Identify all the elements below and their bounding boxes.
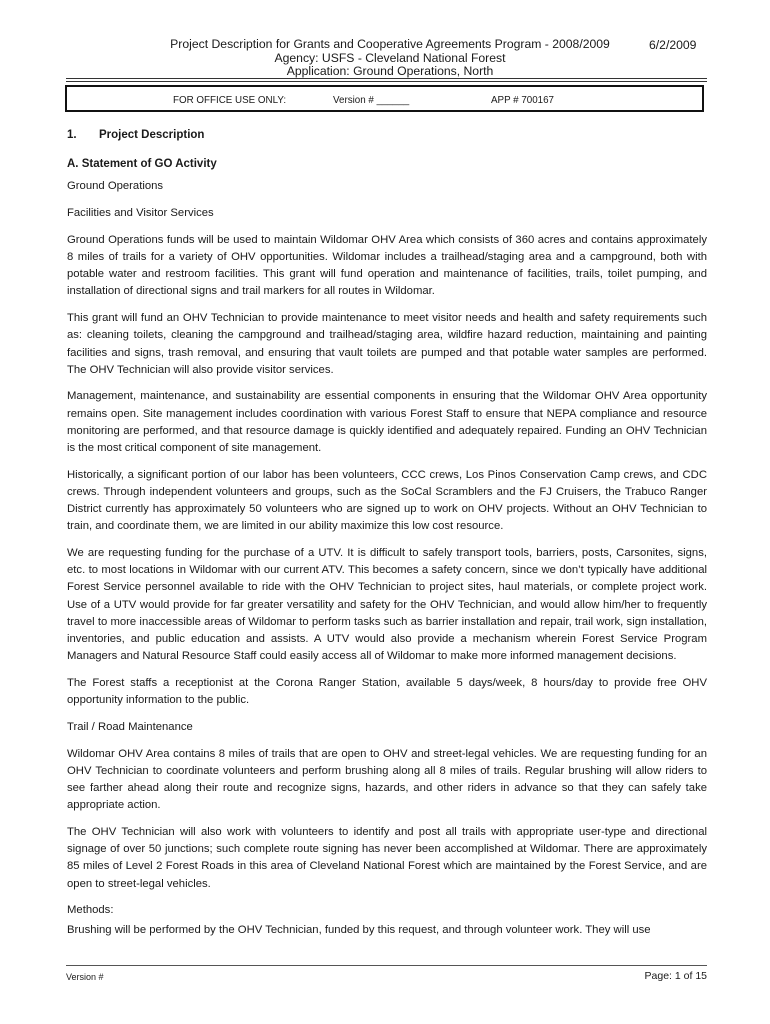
paragraph: Historically, a significant portion of our labor has been volunteers, CCC crews, Los Pinos Conservation Camp crews, and CDC crews. Through independent volunteers and groups, such as the SoCal Scramblers and the FJ Cruisers, the Trabuco Ranger District currently has approximately 50 volunteers who are signed up to work on OHV projects. Without an OHV Technician to train, and coordinate them, we are limited in our ability maximize this low cost resource.	[67, 468, 707, 533]
paragraph: Methods:	[67, 904, 114, 917]
office-use-label: FOR OFFICE USE ONLY:	[173, 95, 287, 106]
header-rule-bottom	[66, 81, 707, 82]
footer-page-number: Page: 1 of 15	[644, 970, 707, 982]
document-header	[130, 38, 650, 79]
footer-version: Version #	[66, 972, 104, 982]
document-body	[67, 127, 707, 949]
paragraph: The OHV Technician will also work with volunteers to identify and post all trails with appropriate user-type and directional signage of over 50 junctions; such complete route signing has never been accomplished at Wildomar. There are approximately 85 miles of Level 2 Forest Roads in this area of Cleveland National Forest which are maintained by the Forest Service, and are open to street-legal vehicles.	[67, 825, 707, 890]
paragraph: Wildomar OHV Area contains 8 miles of trails that are open to OHV and street-legal vehicles. We are requesting funding for an OHV Technician to coordinate volunteers and perform brushing along all 8 miles of trails. Regular brushing will allow riders to see farther ahead along their route and recognize signs, hazards, and other riders in advance so that they can safely take appropriate action.	[67, 747, 707, 812]
paragraph: We are requesting funding for the purchase of a UTV. It is difficult to safely transport tools, barriers, posts, Carsonites, signs, etc. to most locations in Wildomar with our current ATV. This becomes a safety concern, since we don’t typically have additional Forest Service personnel available to ride with the OHV Technician to project sites, haul materials, or complete project work. Use of a UTV would provide for far greater versatility and safety for the OHV Technician, and would allow him/her to frequently travel to more inaccessible areas of Wildomar to perform tasks such as barrier installation and repair, trail work, sign installation, inventories, and public education and assists. A UTV would also provide a mechanism wherein Forest Service Program Managers and Natural Resource Staff could easily access all of Wildomar to make more informed management decisions.	[67, 547, 707, 663]
paragraph: The Forest staffs a receptionist at the Corona Ranger Station, available 5 days/week, 8 hours/day to provide free OHV opportunity information to the public.	[67, 676, 707, 707]
header-application: Application: Ground Operations, North	[286, 64, 494, 78]
section-title: Project Description	[99, 129, 205, 141]
version-field: Version # ______	[333, 95, 410, 106]
office-use-box	[65, 85, 704, 112]
footer-rule	[66, 965, 707, 966]
header-agency: Agency: USFS - Cleveland National Forest	[274, 50, 506, 65]
paragraph: Brushing will be performed by the OHV Technician, funded by this request, and through volunteer work. They will use	[67, 924, 651, 937]
paragraph: This grant will fund an OHV Technician to provide maintenance to meet visitor needs and health and safety requirements such as: cleaning toilets, cleaning the campground and trailhead/staging area, wildfire hazard reduction, maintaining and painting facilities and signs, trash removal, and ensuring that vault toilets are pumped and that potable water samples are performed. The OHV Technician will also provide visitor services.	[67, 312, 707, 376]
paragraph: Ground Operations funds will be used to maintain Wildomar OHV Area which consists of 360 acres and contains approximately 8 miles of trails for a variety of OHV opportunities. Wildomar includes a trailhead/staging area and a campground, both with potable water and restroom facilities. This grant will fund operation and maintenance of facilities, trails, toilet pumping, and installation of directional signs and trail markers for all routes in Wildomar.	[67, 233, 707, 298]
header-date: 6/2/2009	[649, 38, 697, 52]
header-rule-top	[66, 78, 707, 79]
paragraph: Trail / Road Maintenance	[67, 720, 193, 733]
paragraph: Facilities and Visitor Services	[67, 207, 214, 220]
paragraph: Management, maintenance, and sustainability are essential components in ensuring that the Wildomar OHV Area opportunity remains open. Site management includes coordination with various Forest Staff to ensure that NEPA compliance and resource monitoring are performed, and that resource damage is quickly identified and adequately repaired. Funding an OHV Technician is the most critical component of site management.	[67, 390, 707, 455]
app-number: APP # 700167	[491, 95, 555, 106]
section-number: 1.	[67, 129, 77, 141]
subsection-heading: A. Statement of GO Activity	[67, 158, 217, 171]
paragraph: Ground Operations	[67, 180, 164, 193]
header-program-title: Project Description for Grants and Cooperative Agreements Program - 2008/2009	[170, 37, 610, 51]
section-heading	[67, 127, 707, 144]
